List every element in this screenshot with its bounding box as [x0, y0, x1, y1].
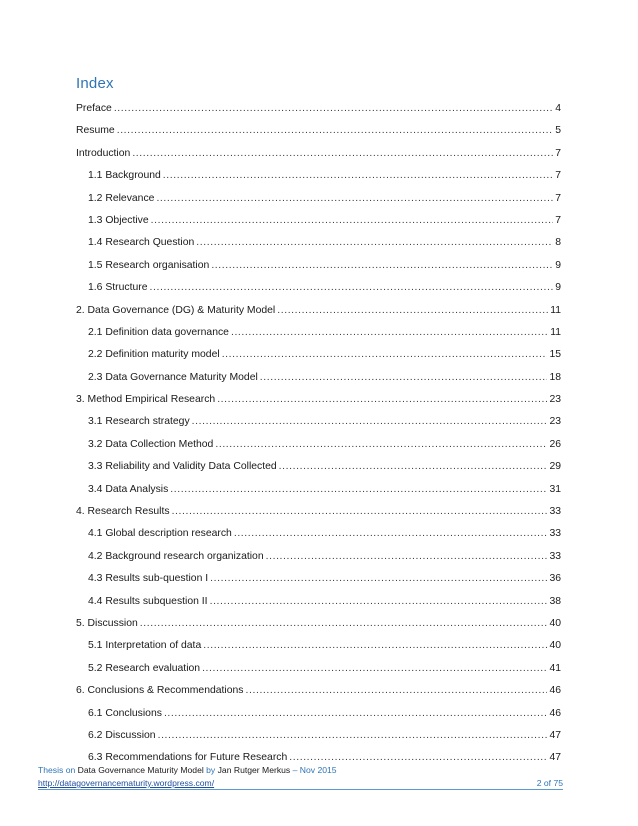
- toc-entry[interactable]: [76, 148, 561, 170]
- toc-entry-page: 11: [550, 304, 561, 316]
- toc-entry-label: Introduction: [76, 147, 131, 159]
- toc-entry[interactable]: [76, 394, 561, 416]
- toc-entry-label: 3.3 Reliability and Validity Data Collected: [88, 461, 277, 473]
- toc-entry-label: 4.1 Global description research: [88, 528, 232, 540]
- toc-entry-label: 1.5 Research organisation: [88, 259, 210, 271]
- toc-leader-dots: [164, 708, 548, 719]
- toc-entry-page: 41: [549, 662, 561, 674]
- toc-leader-dots: [266, 551, 548, 562]
- toc-entry-label: 5. Discussion: [76, 617, 138, 629]
- toc-entry-page: 38: [549, 595, 561, 607]
- toc-entry-label: 1.1 Background: [88, 170, 161, 182]
- toc-entry-label: 5.1 Interpretation of data: [88, 640, 202, 652]
- toc-entry-label: 6.2 Discussion: [88, 729, 156, 741]
- toc-leader-dots: [140, 618, 548, 629]
- toc-entry-label: 2.1 Definition data governance: [88, 326, 229, 338]
- toc-entry-label: 1.3 Objective: [88, 214, 149, 226]
- toc-leader-dots: [114, 103, 553, 114]
- toc-entry-label: 6.3 Recommendations for Future Research: [88, 752, 288, 764]
- toc-entry[interactable]: [76, 170, 561, 192]
- toc-entry-label: 2.2 Definition maturity model: [88, 349, 220, 361]
- toc-entry-page: 46: [549, 685, 561, 697]
- toc-leader-dots: [170, 484, 547, 495]
- toc-leader-dots: [203, 640, 547, 651]
- toc-entry-label: Resume: [76, 125, 115, 137]
- toc-entry-page: 18: [549, 371, 561, 383]
- toc-leader-dots: [246, 685, 548, 696]
- footer-link-line: [38, 778, 563, 790]
- footer-author: Jan Rutger Merkus: [217, 765, 291, 775]
- toc-entry-page: 46: [549, 707, 561, 719]
- toc-entry-label: 3. Method Empirical Research: [76, 394, 216, 406]
- toc-leader-dots: [192, 416, 548, 427]
- footer-prefix: Thesis on: [38, 765, 78, 775]
- toc-entry-page: 33: [549, 550, 561, 562]
- toc-leader-dots: [172, 506, 548, 517]
- toc-entry-label: 2. Data Governance (DG) & Maturity Model: [76, 304, 276, 316]
- toc-leader-dots: [202, 663, 547, 674]
- toc-entry-page: 47: [549, 752, 561, 764]
- toc-entry-label: 4.3 Results sub-question I: [88, 573, 209, 585]
- toc-leader-dots: [196, 237, 553, 248]
- toc-entry[interactable]: [76, 484, 561, 506]
- toc-leader-dots: [210, 596, 548, 607]
- toc-entry-label: 6. Conclusions & Recommendations: [76, 685, 244, 697]
- toc-entry[interactable]: [76, 506, 561, 528]
- toc-entry-label: 5.2 Research evaluation: [88, 662, 201, 674]
- toc-entry-page: 9: [555, 259, 561, 271]
- toc-entry[interactable]: [76, 573, 561, 595]
- toc-leader-dots: [217, 394, 547, 405]
- toc-leader-dots: [158, 730, 548, 741]
- page-footer: [38, 765, 563, 790]
- toc-leader-dots: [289, 752, 547, 763]
- toc-entry[interactable]: [76, 640, 561, 662]
- toc-leader-dots: [222, 349, 548, 360]
- toc-entry[interactable]: [76, 461, 561, 483]
- toc-entry[interactable]: [76, 349, 561, 371]
- toc-entry[interactable]: [76, 528, 561, 550]
- toc-entry-page: 7: [555, 147, 561, 159]
- toc-leader-dots: [234, 528, 548, 539]
- toc-entry-page: 7: [555, 170, 561, 182]
- toc-leader-dots: [210, 573, 547, 584]
- toc-entry[interactable]: [76, 103, 561, 125]
- toc-leader-dots: [231, 327, 548, 338]
- toc-entry-label: Preface: [76, 103, 112, 114]
- toc-entry-page: 36: [549, 573, 561, 585]
- toc-entry-page: 5: [555, 125, 561, 137]
- toc-leader-dots: [277, 305, 548, 316]
- toc-entry[interactable]: [76, 193, 561, 215]
- toc-leader-dots: [151, 215, 554, 226]
- toc-entry-label: 1.6 Structure: [88, 282, 148, 294]
- toc-entry[interactable]: [76, 708, 561, 730]
- footer-thesis-title: Data Governance Maturity Model: [77, 765, 204, 775]
- toc-entry[interactable]: [76, 730, 561, 752]
- toc-entry[interactable]: [76, 327, 561, 349]
- toc-leader-dots: [156, 193, 553, 204]
- toc-entry-label: 4.2 Background research organization: [88, 550, 264, 562]
- toc-entry-page: 33: [549, 528, 561, 540]
- footer-date: – Nov 2015: [290, 765, 337, 775]
- toc-entry-label: 3.1 Research strategy: [88, 416, 190, 428]
- footer-thesis-line: [38, 765, 563, 775]
- toc-leader-dots: [260, 372, 548, 383]
- toc-leader-dots: [150, 282, 554, 293]
- toc-entry-label: 3.4 Data Analysis: [88, 483, 169, 495]
- toc-leader-dots: [211, 260, 553, 271]
- toc-leader-dots: [279, 461, 548, 472]
- toc-entry-page: 9: [555, 282, 561, 294]
- toc-entry-page: 47: [549, 729, 561, 741]
- index-heading: Index: [76, 75, 114, 92]
- toc-entry-page: 40: [549, 640, 561, 652]
- toc-entry-label: 4.4 Results subquestion II: [88, 595, 208, 607]
- toc-entry-page: 40: [549, 617, 561, 629]
- toc-entry-page: 29: [549, 461, 561, 473]
- footer-url-link[interactable]: http://datagovernancematurity.wordpress.com/: [38, 778, 215, 788]
- toc-entry[interactable]: [76, 237, 561, 259]
- toc-entry-page: 26: [549, 438, 561, 450]
- toc-leader-dots: [117, 125, 554, 136]
- toc-entry-page: 31: [549, 483, 561, 495]
- table-of-contents: [76, 103, 561, 775]
- toc-entry-page: 11: [550, 326, 561, 338]
- toc-entry-page: 4: [555, 103, 561, 114]
- toc-entry-page: 33: [549, 506, 561, 518]
- toc-entry[interactable]: [76, 551, 561, 573]
- toc-leader-dots: [163, 170, 553, 181]
- toc-entry[interactable]: [76, 663, 561, 685]
- toc-entry-label: 6.1 Conclusions: [88, 707, 162, 719]
- toc-entry[interactable]: [76, 282, 561, 304]
- toc-entry[interactable]: [76, 125, 561, 147]
- toc-entry-page: 15: [549, 349, 561, 361]
- footer-by: by: [203, 765, 218, 775]
- toc-entry[interactable]: [76, 305, 561, 327]
- toc-entry[interactable]: [76, 416, 561, 438]
- toc-entry[interactable]: [76, 685, 561, 707]
- toc-entry-page: 7: [555, 214, 561, 226]
- toc-entry-label: 4. Research Results: [76, 506, 170, 518]
- toc-entry[interactable]: [76, 596, 561, 618]
- toc-entry[interactable]: [76, 372, 561, 394]
- toc-entry[interactable]: [76, 215, 561, 237]
- toc-leader-dots: [132, 148, 553, 159]
- toc-entry-page: 7: [555, 192, 561, 204]
- toc-entry-page: 8: [555, 237, 561, 249]
- footer-page-number: 2 of 75: [536, 778, 563, 788]
- toc-entry[interactable]: [76, 260, 561, 282]
- toc-entry-page: 23: [549, 394, 561, 406]
- toc-entry-page: 23: [549, 416, 561, 428]
- toc-entry-label: 3.2 Data Collection Method: [88, 438, 214, 450]
- toc-entry-label: 2.3 Data Governance Maturity Model: [88, 371, 258, 383]
- toc-entry-label: 1.2 Relevance: [88, 192, 155, 204]
- toc-entry[interactable]: [76, 439, 561, 461]
- toc-entry[interactable]: [76, 618, 561, 640]
- toc-entry-label: 1.4 Research Question: [88, 237, 195, 249]
- toc-leader-dots: [215, 439, 547, 450]
